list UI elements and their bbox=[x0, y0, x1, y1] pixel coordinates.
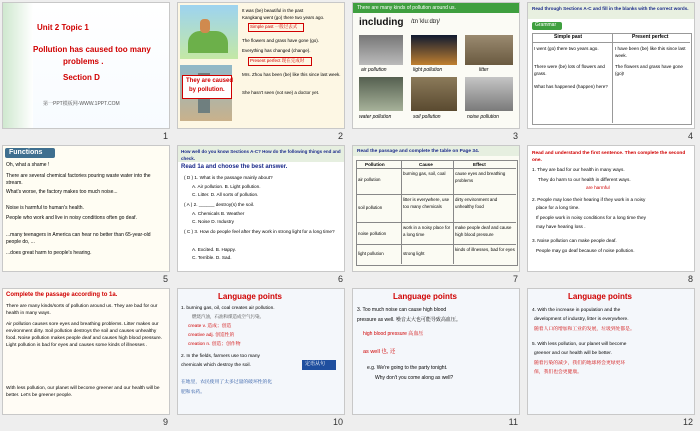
pic-label: water pollution bbox=[359, 114, 392, 120]
slide-3[interactable] bbox=[353, 3, 519, 128]
slide-9[interactable] bbox=[3, 289, 169, 414]
slide-thumb-1[interactable] bbox=[0, 0, 174, 143]
picture-icon bbox=[359, 35, 403, 65]
slide-title: Unit 2 Topic 1 bbox=[37, 23, 89, 32]
text-line: Everything has changed (change). bbox=[242, 48, 311, 53]
slide-thumb-10[interactable] bbox=[175, 286, 349, 429]
slide-title: Language points bbox=[393, 292, 457, 301]
instruction: Read the passage and complete the table on Page 34. bbox=[357, 149, 480, 154]
slide-subtitle-2: problems . bbox=[63, 57, 104, 66]
slide-thumb-6[interactable] bbox=[175, 143, 349, 286]
cell: The flowers and grass have gone (go)! bbox=[615, 64, 683, 76]
vocab: as well 也, 还 bbox=[363, 349, 396, 355]
slide-number: 5 bbox=[162, 274, 168, 284]
text-line: Kangkang went (go) there two years ago. bbox=[242, 15, 325, 20]
caption-line-1: They are caused bbox=[186, 78, 234, 84]
slide-number: 9 bbox=[162, 417, 168, 427]
cell: I went (go) there two years ago. bbox=[534, 46, 599, 51]
slide-banner: There are many kinds of pollution around us. bbox=[357, 5, 456, 11]
slide-number: 1 bbox=[162, 131, 168, 141]
answer: are harmful bbox=[586, 185, 610, 190]
slide-thumb-11[interactable] bbox=[350, 286, 524, 429]
vocab: creative adj. 创造性的 bbox=[188, 333, 235, 338]
cell: air pollution bbox=[358, 177, 381, 182]
col-header: Effect bbox=[473, 162, 486, 167]
cell: light pollution bbox=[358, 251, 384, 256]
text-line: pressure as well. 噪音太大也可能导致高血压。 bbox=[357, 317, 461, 323]
grammar-tag: 定语从句 bbox=[305, 361, 326, 367]
slide-4[interactable] bbox=[528, 3, 694, 128]
example: e.g. We're going to the party tonight. bbox=[367, 365, 448, 371]
slide-6[interactable] bbox=[178, 146, 344, 271]
cell: strong light bbox=[403, 251, 425, 256]
cell: soil pollution bbox=[358, 205, 383, 210]
slide-5[interactable] bbox=[3, 146, 169, 271]
slide-thumb-5[interactable] bbox=[0, 143, 174, 286]
slide-8[interactable] bbox=[528, 146, 694, 271]
vocab-word: including bbox=[359, 17, 404, 28]
vocab: create v. 造成；创造 bbox=[188, 324, 232, 329]
col-header: Pollution bbox=[365, 162, 385, 167]
slide-number: 2 bbox=[337, 131, 343, 141]
pic-label: litter bbox=[479, 67, 489, 73]
option: C. Noise D. Industry bbox=[192, 219, 234, 224]
slide-number: 12 bbox=[682, 417, 693, 427]
text-line: 5. With less pollution, our planet will become bbox=[532, 342, 627, 347]
vocab: high blood pressure 高血压 bbox=[363, 331, 424, 337]
question: ( D ) 1. What is the passage mainly about? bbox=[184, 175, 273, 180]
caption-line-2: by pollution. bbox=[189, 87, 225, 93]
phonetic: /ɪnˈkluːdɪŋ/ bbox=[411, 19, 440, 25]
picture-icon bbox=[465, 77, 513, 111]
slide-thumb-7[interactable] bbox=[350, 143, 524, 286]
cell: What has happened (happen) here? bbox=[534, 84, 608, 89]
text-line: Oh, what a shame ! bbox=[6, 162, 50, 168]
slide-subtitle-1: Pollution has caused too many bbox=[33, 45, 151, 54]
paragraph: With less pollution, our planet will become greener and our health will be better. Let's be greener people. bbox=[6, 386, 160, 398]
slide-section: Section D bbox=[63, 73, 100, 82]
text-line: ...many teenagers in America can hear no better than 65-year-old people do, ... bbox=[6, 232, 151, 245]
cell: kinds of illnesses, bad for eyes bbox=[455, 247, 515, 252]
picture-icon bbox=[411, 35, 457, 65]
task-title: Read 1a and choose the best answer. bbox=[181, 164, 288, 170]
slide-number: 3 bbox=[512, 131, 518, 141]
slide-thumb-4[interactable] bbox=[525, 0, 699, 143]
translation: 随着污染的减少，我们的地球将会更绿更环 bbox=[534, 361, 626, 366]
text-line: The flowers and grass have gone (go). bbox=[242, 38, 320, 43]
slide-number: 8 bbox=[687, 274, 693, 284]
text-line: If people work in noisy conditions for a long time they bbox=[536, 215, 646, 220]
slide-2[interactable] bbox=[178, 3, 344, 128]
pic-label: soil pollution bbox=[413, 114, 441, 120]
text-line: may have hearing loss . bbox=[536, 224, 586, 229]
cell: make people deaf and cause high blood pressure bbox=[455, 225, 512, 237]
slide-number: 11 bbox=[508, 417, 518, 427]
col-header: Simple past bbox=[554, 34, 583, 40]
label-present-perfect: Present perfect 现在完成时 bbox=[250, 58, 305, 63]
text-line: People who work and live in noisy conditions often go deaf. bbox=[6, 215, 137, 221]
grammar-tab: Grammar bbox=[535, 22, 557, 28]
vocab: creation n. 创造；创作物 bbox=[188, 342, 241, 347]
slide-number: 10 bbox=[332, 417, 343, 427]
slide-number: 6 bbox=[337, 274, 343, 284]
slide-thumb-3[interactable] bbox=[350, 0, 524, 143]
text-line: There are several chemical factories pouring waste water into the stream. bbox=[6, 173, 151, 186]
option: C. Terrible. D. Sad. bbox=[192, 255, 232, 260]
pic-label: light pollution bbox=[413, 67, 443, 73]
slide-thumb-8[interactable] bbox=[525, 143, 699, 286]
slide-thumb-12[interactable] bbox=[525, 286, 699, 429]
slide-7[interactable] bbox=[353, 146, 519, 271]
text-line: development of industry, litter is everywhere. bbox=[534, 317, 629, 322]
slide-thumb-2[interactable] bbox=[175, 0, 349, 143]
instruction: Read and understand the first sentence. Then complete the second one. bbox=[532, 151, 686, 163]
section-title: Functions bbox=[9, 149, 43, 156]
slide-title: Language points bbox=[218, 292, 282, 301]
label-simple-past: Simple past 一般过去式 bbox=[250, 24, 298, 29]
text-line: 1. burning gas, oil, coal creates air pollution. bbox=[181, 306, 275, 311]
option: A. Excited. B. Happy. bbox=[192, 247, 236, 252]
text-line: place for a long time. bbox=[536, 205, 580, 210]
text-line: 2. In the fields, farmers use too many bbox=[181, 354, 260, 359]
slide-1[interactable] bbox=[3, 3, 169, 128]
example: Why don't you come along as well? bbox=[375, 375, 454, 381]
text-line: She hasn't seen (not see) a doctor yet. bbox=[242, 90, 320, 95]
translation: 肥和农药。 bbox=[181, 390, 205, 395]
col-header: Cause bbox=[419, 162, 433, 167]
instruction: Read through Sections A-C and fill in the blanks with the correct words. bbox=[532, 6, 689, 11]
cell: cause eyes and breathing problems bbox=[455, 171, 506, 183]
picture-icon bbox=[411, 77, 457, 111]
paragraph: Air pollution causes sore eyes and breathing problems. Litter makes our environment dirty. Soil pollution destroys the soil and causes unhealthy food. Noise pollution makes people deaf and causes high blood pressure. Light pollution is bad for eyes and causes some kinds of illnesses . bbox=[6, 322, 163, 348]
pic-label: noise pollution bbox=[467, 114, 499, 120]
option: A. Chemicals B. Weather bbox=[192, 211, 245, 216]
pic-label: air pollution bbox=[361, 67, 387, 73]
text-line: Mrs. Zhou has been (be) like this since last week. bbox=[242, 72, 341, 77]
picture-icon bbox=[465, 35, 513, 65]
slide-number: 7 bbox=[512, 274, 518, 284]
option: C. Litter. D. All sorts of pollution. bbox=[192, 192, 259, 197]
slide-thumb-9[interactable] bbox=[0, 286, 174, 429]
question: ( A ) 2. ______ destroy(s) the soil. bbox=[184, 202, 255, 207]
paragraph: There are many kinds/sorts of pollution around us. They are bad for our health in many ways. bbox=[6, 304, 158, 316]
text-line: 3. Noise pollution can make people deaf. bbox=[532, 238, 617, 243]
slide-title: Language points bbox=[568, 292, 632, 301]
translation: 在地里，农民使用了太多过量的破坏性的化 bbox=[181, 380, 273, 385]
text-line: 4. With the increase in population and the bbox=[532, 308, 621, 313]
translation: 燃烧汽油，石油和煤造成空气污染。 bbox=[192, 314, 264, 319]
picture-icon bbox=[180, 5, 238, 59]
text-line: 1. They are bad for our health in many ways. bbox=[532, 167, 625, 172]
cell: litter is everywhere, use too many chemicals bbox=[403, 197, 450, 209]
text-line: People may go deaf because of noise pollution. bbox=[536, 248, 635, 253]
option: A. Air pollution. B. Light pollution. bbox=[192, 184, 261, 189]
text-line: What's worse, the factory makes too much noise... bbox=[6, 189, 118, 195]
text-line: chemicals which destroy the soil. bbox=[181, 363, 251, 368]
col-header: Present perfect bbox=[632, 34, 669, 40]
text-line: It was (be) beautiful in the past bbox=[242, 8, 304, 13]
slide-footer: 第一PPT模板网-WWW.1PPT.COM bbox=[43, 101, 120, 107]
cell: burning gas, soil, coal bbox=[403, 171, 446, 176]
translation: 随着人口的增加和工业的发展，垃圾到处都是。 bbox=[534, 327, 635, 332]
text-line: 3. Too much noise can cause high blood bbox=[357, 307, 447, 313]
question: ( C ) 3. How do people feel after they work in strong light for a long time? bbox=[184, 229, 335, 234]
slide-11[interactable] bbox=[353, 289, 519, 414]
text-line: Noise is harmful to human's health. bbox=[6, 205, 84, 211]
slide-number: 4 bbox=[687, 131, 693, 141]
text-line: 2. People may lose their hearing if they work in a noisy bbox=[532, 197, 646, 202]
slide-12[interactable] bbox=[528, 289, 694, 414]
cell: work in a noisy place for a long time bbox=[403, 225, 451, 237]
instruction: How well do you know Sections A-C? How do the following things end and check. bbox=[181, 149, 341, 161]
slide-10[interactable] bbox=[178, 289, 344, 414]
cell: noise pollution bbox=[358, 231, 387, 236]
cell: I have been (be) like this since last week. bbox=[615, 46, 686, 58]
picture-icon bbox=[359, 77, 403, 111]
translation: 保，我们也会更健康。 bbox=[534, 370, 582, 375]
text-line: ...does great harm to people's hearing. bbox=[6, 250, 92, 256]
instruction: Complete the passage according to 1a. bbox=[6, 292, 118, 298]
text-line: greener and our health will be better. bbox=[534, 351, 612, 356]
text-line: They do harm to our health in different ways. bbox=[538, 177, 631, 182]
cell: There were (be) lots of flowers and grass. bbox=[534, 64, 605, 76]
cell: dirty environment and unhealthy food bbox=[455, 197, 498, 209]
